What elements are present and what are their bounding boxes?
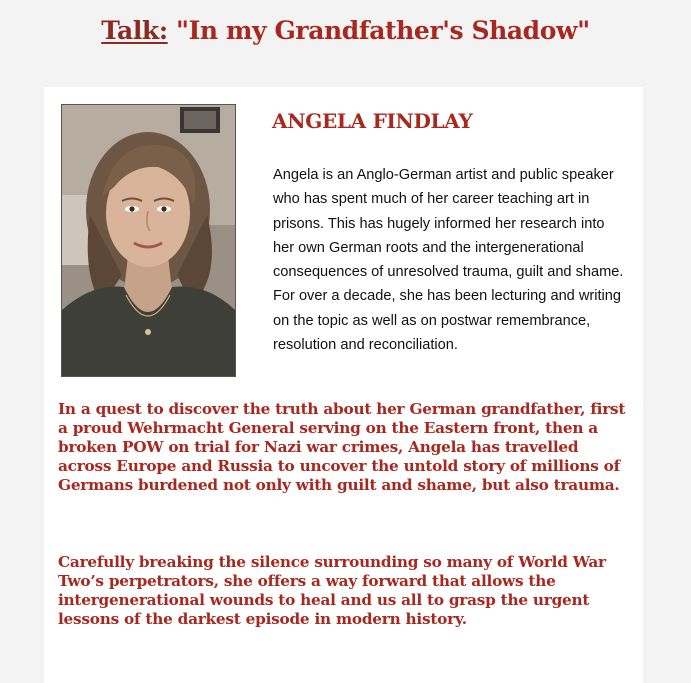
description-paragraph-1: In a quest to discover the truth about her German grandfather, first a proud Wehrmacht General serving on the Eastern front, then a broken POW on trial for Nazi war crimes, Angela has travelled across Europe and Russia to uncover the untold story of millions of Germans burdened not only with guilt and shame, but also trauma. [58, 400, 626, 495]
speaker-portrait [61, 104, 236, 377]
talk-title: "In my Grandfather's Shadow" [176, 16, 590, 45]
description-paragraph-2: Carefully breaking the silence surrounding so many of World War Two’s perpetrators, she offers a way forward that allows the intergenerational wounds to heal and us all to grasp the urgent lessons of the darkest episode in modern history. [58, 553, 606, 629]
speaker-name: ANGELA FINDLAY [272, 109, 473, 133]
speaker-card [44, 87, 643, 683]
portrait-image [62, 105, 235, 376]
talk-label[interactable]: Talk: [101, 16, 168, 45]
talk-heading [0, 16, 691, 45]
speaker-bio: Angela is an Anglo-German artist and public speaker who has spent much of her career teaching art in prisons. This has hugely informed her research into her own German roots and the intergenerational consequences of unresolved trauma, guilt and shame. For over a decade, she has been lecturing and writing on the topic as well as on postwar remembrance, resolution and reconciliation. [273, 167, 624, 354]
